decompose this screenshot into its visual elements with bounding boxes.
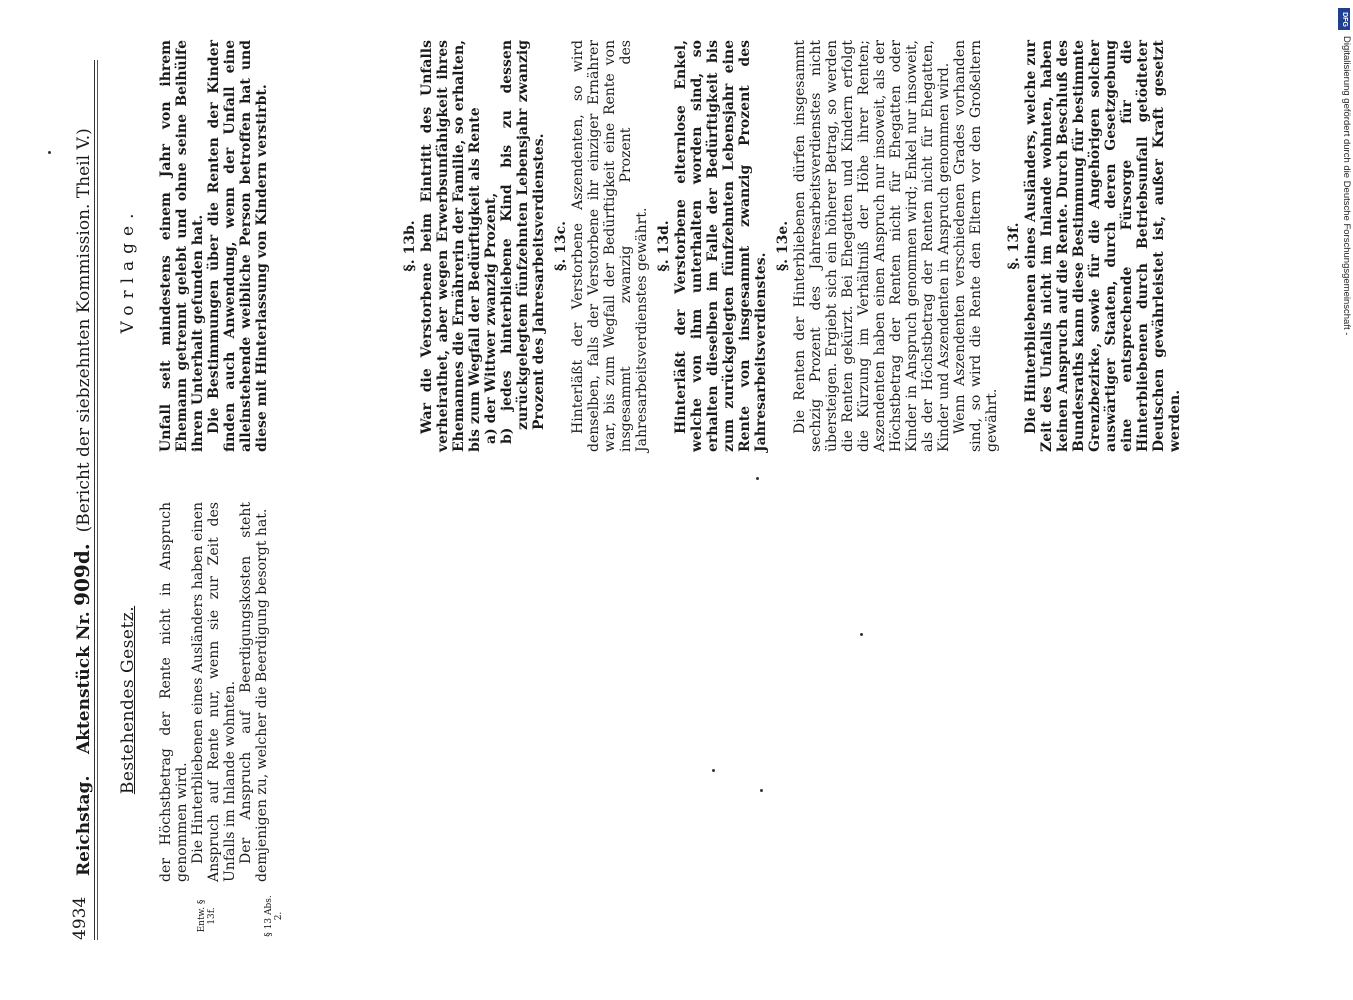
header-rule [97,60,98,940]
header-reichstag: Reichstag. [74,775,94,876]
section-13f-heading: §. 13f. [1006,222,1022,270]
section-13c-heading: §. 13c. [553,221,569,271]
right-intro-1-text: Unfall seit mindestens einem Jahr von ihrem Ehemann getrennt gelebt und ohne seine Beihülfe ihren Unterhalt gefunden hat. [158,40,206,452]
left-column-title: Bestehendes Gesetz. [118,605,138,795]
section-13e-heading: §. 13e. [775,220,791,272]
right-intro-1 [158,40,206,452]
section-13d-text [673,40,769,452]
left-paragraph-2: Die Hinterbliebenen eines Ausländers haben einen Anspruch auf Rente nur, wenn sie zur Zeit des Unfalls im Inlande wohnten. [190,502,238,882]
header-aktenstueck: Aktenstück Nr. [74,611,94,755]
left-column [158,502,270,882]
section-13d-body: Hinterläßt der Verstorbene elternlose Enkel, welche von ihm unterhalten worden sind, so erhalten dieselben im Falle der Bedürftigkeit bis zum zurückgelegten fünfzehnten Lebensjahr eine Rente von insgesammt zwanzig Prozent des Jahresarbeitsverdienstes. [673,40,769,452]
scan-speck [760,789,763,792]
section-13f-body: Die Hinterbliebenen eines Ausländers, welche zur Zeit des Unfalls nicht im Inlande wohnten, haben keinen Anspruch auf die Rente. Durch Beschluß des Bundesraths kann diese Bestimmung für bestimmte Grenzbezirke, sowie für die Angehörigen solcher auswärtiger Staaten, durch deren Gesetzgebung eine entsprechende Fürsorge für die Hinterbliebenen durch Betriebsunfall getödteter Deutschen gewährleistet ist, außer Kraft gesetzt werden. [1023,40,1183,452]
margin-note-abs: § 13 Abs. 2. [264,895,284,937]
section-13b-body: War die Verstorbene beim Eintritt des Unfalls verheirathet, aber wegen Erwerbsunfähigkeit ihres Ehemannes die Ernährerin der Familie, so erhalten, bis zum Wegfall der Bedürftigkeit als Rente [419,40,483,452]
scan-speck [712,769,715,772]
section-13b-item-a [483,40,499,452]
left-paragraph-1: der Höchstbetrag der Rente nicht in Anspruch genommen wird. [158,502,190,882]
section-13e-text-2: Wenn Aszendenten verschiedenen Grades vorhanden sind, so wird die Rente den Eltern vor den Großeltern gewährt. [952,40,1000,452]
right-intro-2-text: Die Bestimmungen über die Renten der Kinder finden auch Anwendung, wenn der Unfall eine alleinstehende weibliche Person betroffen hat und diese mit Hinterlassung von Kindern verstirbt. [206,40,270,452]
section-13d-heading: §. 13d. [656,220,672,272]
section-13b-heading: §. 13b. [402,220,418,272]
dfg-logo-text: DFG [1340,11,1348,27]
scan-speck [48,151,51,154]
section-13c-text: Hinterläßt der Verstorbene Aszendenten, so wird denselben, falls der Verstorbene ihr einziger Ernährer war, bis zum Wegfall der Bedürftigkeit eine Rente von insgesammt zwanzig Prozent des Jahresarbeitsverdienstes gewährt. [570,40,650,452]
page-header [70,60,95,940]
left-paragraph-3: Der Anspruch auf Beerdigungskosten steht demjenigen zu, welcher die Beerdigung besorgt hat. [238,502,270,882]
digitization-credit: Digitalisierung gefördert durch die Deutsche Forschungsgemeinschaft - [1341,36,1352,336]
section-13e-text: Die Renten der Hinterbliebenen dürfen insgesammt sechzig Prozent des Jahresarbeitsverdienstes nicht übersteigen. Ergiebt sich ein höherer Betrag, so werden die Renten gekürzt. Bei Ehegatten und Kindern erfolgt die Kürzung im Verhältniß der Höhe ihrer Renten; Aszendenten haben einen Anspruch nur insoweit, als der Höchstbetrag der Renten nicht für Ehegatten oder Kinder in Anspruch genommen wird; Enkel nur insoweit, als der Höchstbetrag der Renten nicht für Ehegatten, Kinder und Aszendenten in Anspruch genommen wird. [792,40,952,452]
section-13b-item-b [499,40,547,452]
header-report: (Bericht der siebzehnten Kommission. Theil V.) [74,128,94,533]
section-13b-item-a-text: a) der Wittwer zwanzig Prozent, [483,192,499,444]
right-intro-2 [206,40,270,452]
header-number: 909d. [70,543,94,606]
scan-speck [860,633,863,636]
section-13b-text [419,40,483,452]
dfg-logo [1338,8,1350,30]
right-column-title: Vorlage. [118,206,138,334]
section-13b-item-b-text: b) jedes hinterbliebene Kind bis zu dessen zurückgelegtem fünfzehnten Lebensjahr zwanzig Prozent des Jahresarbeitsverdienstes. [499,40,547,444]
margin-note-entw: Entw. § 13f. [197,899,217,933]
page-number: 4934 [70,896,90,940]
scan-speck [756,477,759,480]
header-title [70,128,94,876]
section-13f-text [1023,40,1183,452]
right-column [158,40,1183,452]
